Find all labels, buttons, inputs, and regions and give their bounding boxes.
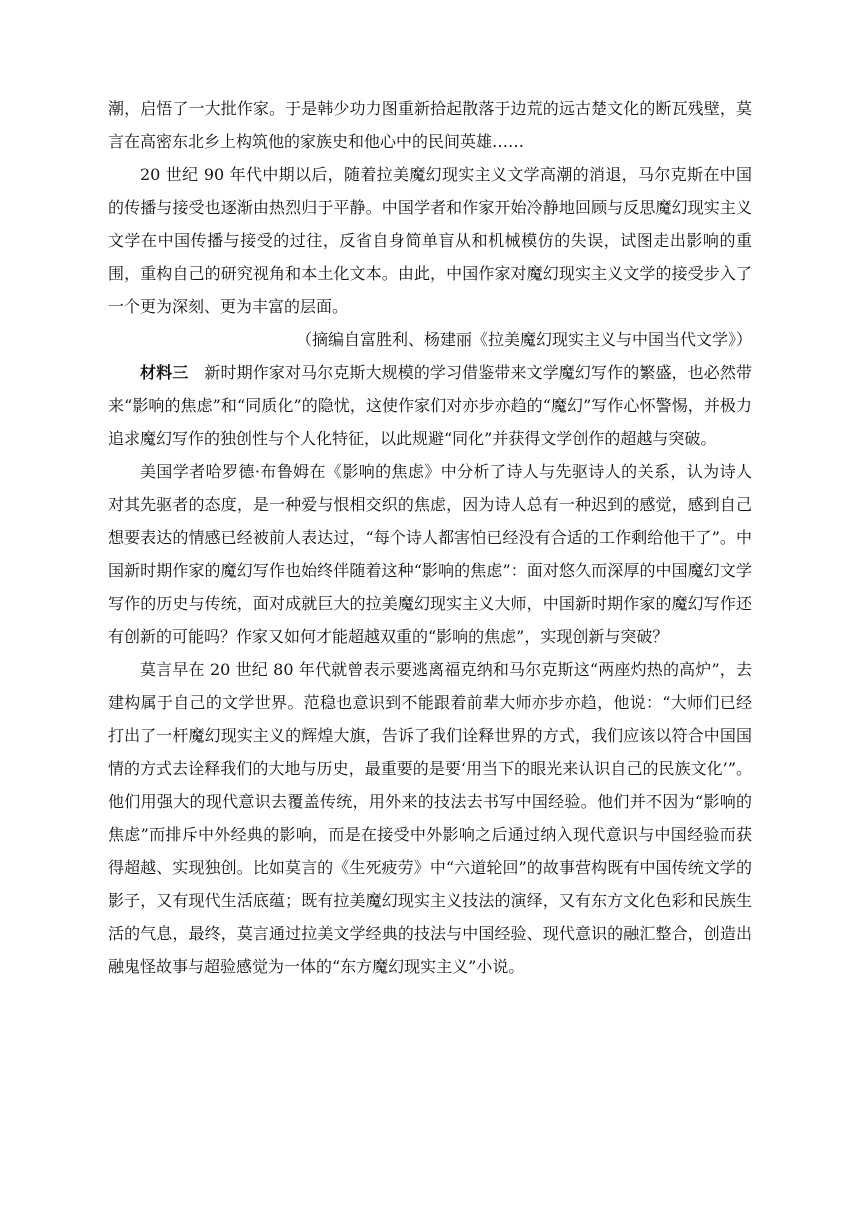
paragraph-mo-yan-fan-wen: 莫言早在 20 世纪 80 年代就曾表示要逃离福克纳和马尔克斯这“两座灼热的高炉”，去建构属于自己的文学世界。范稳也意识到不能跟着前辈大师亦步亦趋，他说：“大师们已经打出了一杆魔幻现实主义的辉煌大旗，告诉了我们诠释世界的方式，我们应该以符合中国国情的方式去诠释我们的大地与历史，最重要的是要‘用当下的眼光来认识自己的民族文化’”。他们用强大的现代意识去覆盖传统，用外来的技法去书写中国经验。他们并不因为“影响的焦虑”而排斥中外经典的影响，而是在接受中外影响之后通过纳入现代意识与中国经验而获得超越、实现独创。比如莫言的《生死疲劳》中“六道轮回”的故事营构既有中国传统文学的影子，又有现代生活底蕴；既有拉美魔幻现实主义技法的演绎，又有东方文化色彩和民族生活的气息，最终，莫言通过拉美文学经典的技法与中国经验、现代意识的融汇整合，创造出融鬼怪故事与超验感觉为一体的“东方魔幻现实主义”小说。: [108, 660, 752, 976]
material-three-paragraph: [108, 356, 752, 455]
source-citation: （摘编自富胜利、杨建丽《拉美魔幻现实主义与中国当代文学》）: [295, 330, 752, 349]
material-three-label: 材料三: [140, 363, 189, 382]
material-three-text: 新时期作家对马尔克斯大规模的学习借鉴带来文学魔幻写作的繁盛，也必然带来“影响的焦虑”和“同质化”的隐忧，这使作家们对亦步亦趋的“魔幻”写作心怀警惕，并极力追求魔幻写作的独创性与个人化特征，以此规避“同化”并获得文学创作的超越与突破。: [108, 363, 752, 448]
paragraph-continuation: 潮，启悟了一大批作家。于是韩少功力图重新拾起散落于边荒的远古楚文化的断瓦残壁，莫言在高密东北乡上构筑他的家族史和他心中的民间英雄……: [108, 99, 752, 151]
paragraph-90s-reception: 20 世纪 90 年代中期以后，随着拉美魔幻现实主义文学高潮的消退，马尔克斯在中国的传播与接受也逐渐由热烈归于平静。中国学者和作家开始冷静地回顾与反思魔幻现实主义文学在中国传播与接受的过往，反省自身简单盲从和机械模仿的失误，试图走出影响的重围，重构自己的研究视角和本土化文本。由此，中国作家对魔幻现实主义文学的接受步入了一个更为深刻、更为丰富的层面。: [108, 165, 752, 316]
paragraph-bloom-anxiety: 美国学者哈罗德·布鲁姆在《影响的焦虑》中分析了诗人与先驱诗人的关系，认为诗人对其先驱者的态度，是一种爱与恨相交织的焦虑，因为诗人总有一种迟到的感觉，感到自己想要表达的情感已经被前人表达过，“每个诗人都害怕已经没有合适的工作剩给他干了”。中国新时期作家的魔幻写作也始终伴随着这种“影响的焦虑”：面对悠久而深厚的中国魔幻文学写作的历史与传统，面对成就巨大的拉美魔幻现实主义大师，中国新时期作家的魔幻写作还有创新的可能吗？作家又如何才能超越双重的“影响的焦虑”，实现创新与突破？: [108, 462, 752, 646]
document-body: [108, 92, 752, 983]
